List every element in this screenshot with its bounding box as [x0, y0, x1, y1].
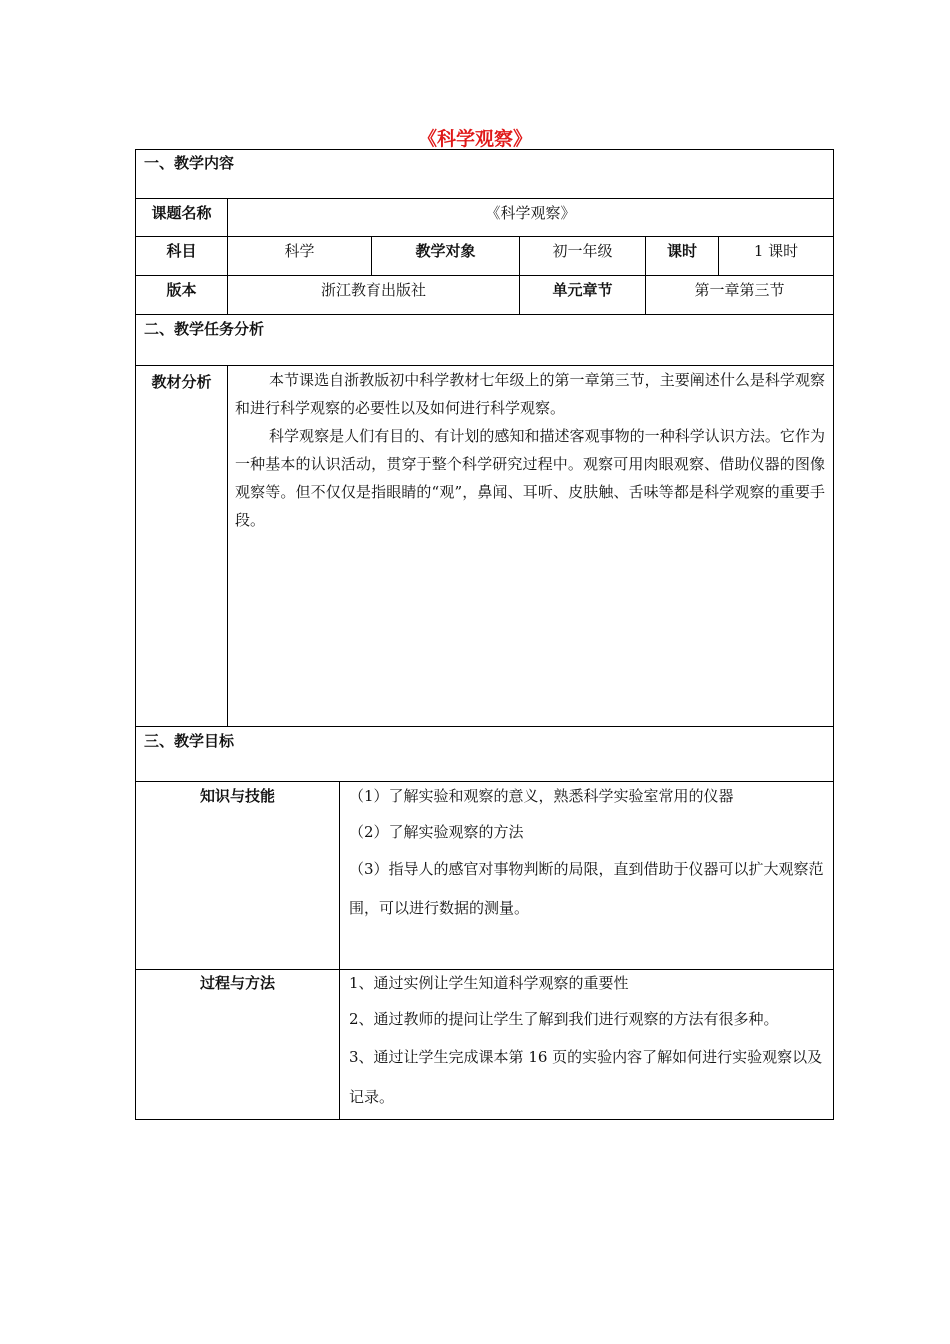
process-list	[349, 965, 829, 1117]
knowledge-label: 知识与技能	[199, 787, 275, 805]
list-item: （2）了解实验观察的方法	[349, 823, 524, 841]
analysis-paragraph: 本节课选自浙教版初中科学教材七年级上的第一章第三节，主要阐述什么是科学观察和进行科学观察的必要性以及如何进行科学观察。	[235, 371, 825, 417]
lesson-plan-table	[135, 149, 834, 1120]
topic-value: 《科学观察》	[485, 204, 576, 222]
topic-label: 课题名称	[151, 204, 212, 222]
document-title: 《科学观察》	[417, 128, 532, 150]
edition-label: 版本	[166, 281, 197, 299]
list-item: （3）指导人的感官对事物判断的局限，直到借助于仪器可以扩大观察范围，可以进行数据的测量。	[349, 860, 824, 917]
list-item: 3、通过让学生完成课本第 16 页的实验内容了解如何进行实验观察以及记录。	[349, 1048, 823, 1106]
row-divider	[136, 275, 833, 276]
chapter-value: 第一章第三节	[694, 281, 785, 299]
section-heading-task-analysis: 二、教学任务分析	[144, 320, 265, 338]
list-item: 1、通过实例让学生知道科学观察的重要性	[349, 974, 629, 992]
section-heading-content: 一、教学内容	[144, 154, 235, 172]
analysis-paragraph: 科学观察是人们有目的、有计划的感知和描述客观事物的一种科学认识方法。它作为一种基本的认识活动，贯穿于整个科学研究过程中。观察可用肉眼观察、借助仪器的图像观察等。但不仅仅是指眼睛的“观”，鼻闻、耳听、皮肤触、舌味等都是科学观察的重要手段。	[235, 427, 825, 529]
analysis-label: 教材分析	[151, 373, 212, 391]
edition-value: 浙江教育出版社	[320, 281, 426, 299]
audience-value: 初一年级	[552, 242, 613, 260]
row-divider	[136, 198, 833, 199]
hours-label: 课时	[666, 242, 697, 260]
col-divider	[339, 781, 340, 1120]
audience-label: 教学对象	[415, 242, 476, 260]
process-label: 过程与方法	[199, 974, 275, 992]
col-divider	[227, 365, 228, 726]
hours-value: 1 课时	[753, 242, 799, 260]
subject-value: 科学	[284, 242, 315, 260]
row-divider	[136, 726, 833, 727]
section-heading-objectives: 三、教学目标	[144, 732, 235, 750]
row-divider	[136, 236, 833, 237]
list-item: （1）了解实验和观察的意义，熟悉科学实验室常用的仪器	[349, 787, 734, 805]
list-item: 2、通过教师的提问让学生了解到我们进行观察的方法有很多种。	[349, 1010, 779, 1028]
knowledge-list	[349, 778, 829, 928]
subject-label: 科目	[166, 242, 197, 260]
chapter-label: 单元章节	[552, 281, 613, 299]
row-divider	[136, 314, 833, 315]
